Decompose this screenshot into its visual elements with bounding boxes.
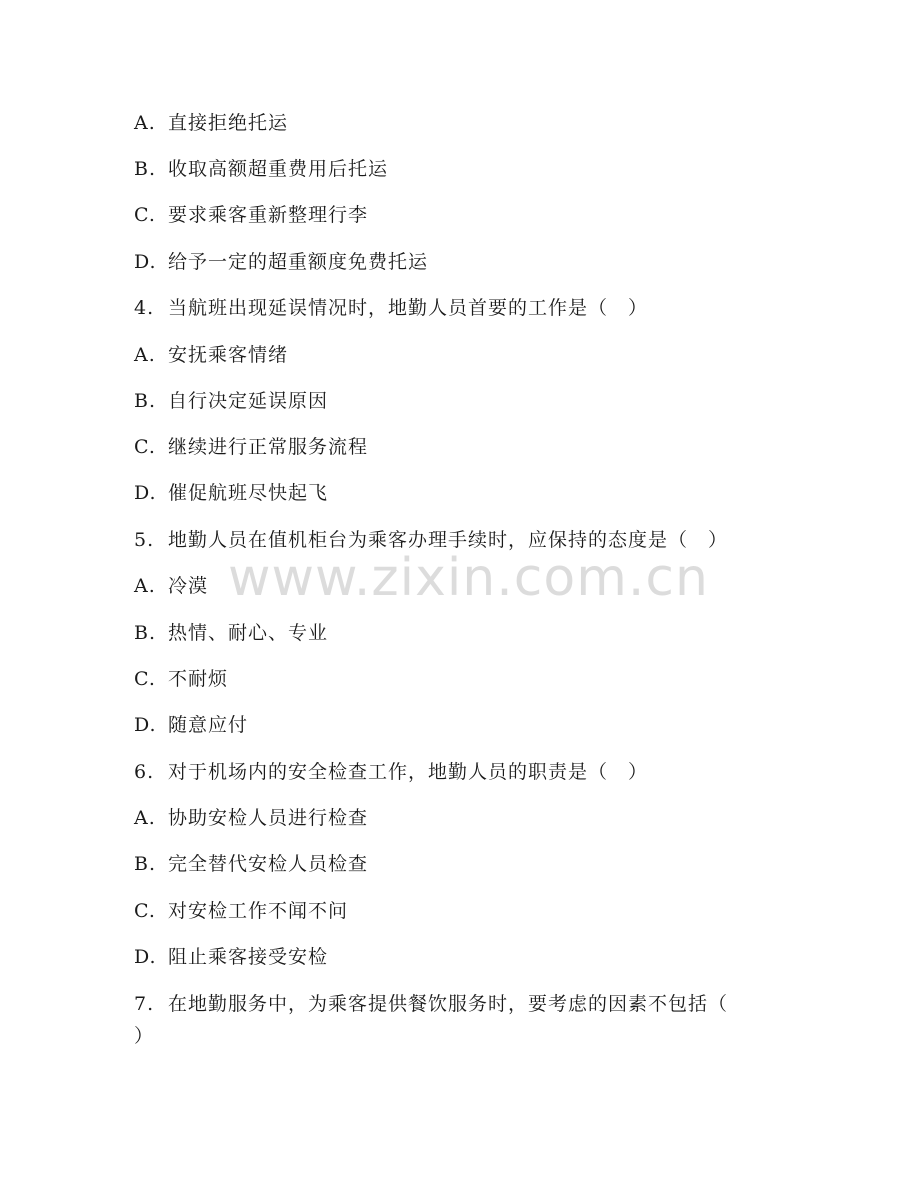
option-label: C. (134, 436, 156, 458)
option-text: 热情、耐心、专业 (168, 622, 329, 644)
option-text: 要求乘客重新整理行李 (168, 204, 369, 226)
option-line (134, 899, 784, 923)
question-text-continued: ） (134, 1025, 155, 1047)
watermark: www.zixin.com.cn (228, 548, 709, 608)
question-text: 当航班出现延误情况时，地勤人员首要的工作是（ ） (168, 297, 649, 319)
option-label: A. (134, 344, 156, 366)
option-label: C. (134, 900, 156, 922)
option-line (134, 203, 784, 227)
option-line (134, 945, 784, 969)
question-line (134, 296, 784, 320)
option-line (134, 852, 784, 876)
option-text: 对安检工作不闻不问 (168, 900, 349, 922)
option-text: 完全替代安检人员检查 (168, 853, 369, 875)
option-label: C. (134, 204, 156, 226)
option-label: A. (134, 112, 156, 134)
question-continuation (134, 1024, 784, 1048)
option-text: 安抚乘客情绪 (168, 344, 289, 366)
question-number: 6. (134, 761, 155, 783)
question-text: 在地勤服务中，为乘客提供餐饮服务时，要考虑的因素不包括（ (168, 993, 729, 1015)
question-line (134, 992, 784, 1016)
option-label: D. (134, 251, 157, 273)
question-line (134, 760, 784, 784)
option-line (134, 621, 784, 645)
option-text: 阻止乘客接受安检 (168, 946, 329, 968)
option-line (134, 574, 784, 598)
option-label: D. (134, 714, 157, 736)
option-line (134, 713, 784, 737)
option-text: 催促航班尽快起飞 (168, 482, 329, 504)
question-text: 对于机场内的安全检查工作，地勤人员的职责是（ ） (168, 761, 649, 783)
question-number: 7. (134, 993, 155, 1015)
option-line (134, 157, 784, 181)
option-text: 自行决定延误原因 (168, 390, 329, 412)
option-text: 不耐烦 (168, 668, 229, 690)
option-text: 收取高额超重费用后托运 (168, 158, 389, 180)
option-label: B. (134, 158, 157, 180)
option-line (134, 343, 784, 367)
question-number: 4. (134, 297, 155, 319)
option-line (134, 389, 784, 413)
option-label: B. (134, 853, 157, 875)
option-label: D. (134, 482, 157, 504)
option-text: 协助安检人员进行检查 (168, 807, 369, 829)
option-label: B. (134, 390, 157, 412)
question-number: 5. (134, 529, 155, 551)
option-text: 给予一定的超重额度免费托运 (168, 251, 429, 273)
option-line (134, 806, 784, 830)
option-line (134, 111, 784, 135)
option-label: A. (134, 575, 156, 597)
option-label: A. (134, 807, 156, 829)
question-line (134, 528, 784, 552)
option-line (134, 481, 784, 505)
question-text: 地勤人员在值机柜台为乘客办理手续时，应保持的态度是（ ） (168, 529, 729, 551)
option-label: B. (134, 622, 157, 644)
option-line (134, 667, 784, 691)
option-text: 直接拒绝托运 (168, 112, 289, 134)
option-text: 冷漠 (168, 575, 209, 597)
option-label: D. (134, 946, 157, 968)
option-label: C. (134, 668, 156, 690)
option-line (134, 435, 784, 459)
option-line (134, 250, 784, 274)
option-text: 继续进行正常服务流程 (168, 436, 369, 458)
option-text: 随意应付 (168, 714, 249, 736)
